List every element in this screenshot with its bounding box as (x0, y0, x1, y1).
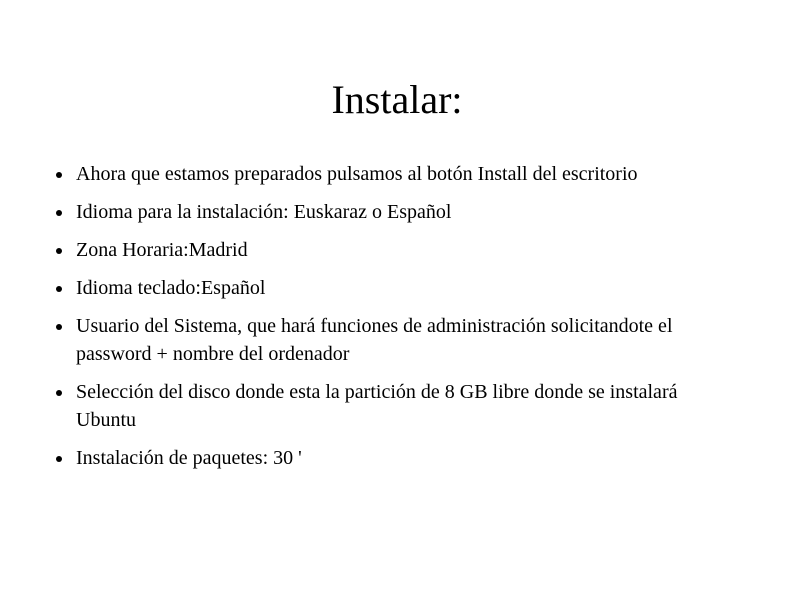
bullet-icon (56, 456, 62, 462)
list-item (56, 274, 736, 302)
list-item (56, 378, 736, 434)
bullet-icon (56, 390, 62, 396)
bullet-icon (56, 286, 62, 292)
bullet-text: Selección del disco donde esta la partición de 8 GB libre donde se instalará Ubuntu (76, 381, 678, 431)
list-item (56, 160, 736, 188)
bullet-text: Instalación de paquetes: 30 ' (76, 447, 302, 469)
bullet-list (56, 160, 736, 482)
bullet-text: Usuario del Sistema, que hará funciones de administración solicitandote el password + nombre del ordenador (76, 315, 673, 365)
list-item (56, 312, 736, 368)
bullet-text: Zona Horaria:Madrid (76, 239, 248, 261)
bullet-text: Ahora que estamos preparados pulsamos al botón Install del escritorio (76, 163, 638, 185)
bullet-icon (56, 248, 62, 254)
list-item (56, 236, 736, 264)
bullet-icon (56, 210, 62, 216)
slide-title: Instalar: (331, 77, 463, 122)
list-item (56, 198, 736, 226)
bullet-icon (56, 172, 62, 178)
bullet-text: Idioma teclado:Español (76, 277, 266, 299)
list-item (56, 444, 736, 472)
bullet-text: Idioma para la instalación: Euskaraz o Español (76, 201, 452, 223)
bullet-icon (56, 324, 62, 330)
